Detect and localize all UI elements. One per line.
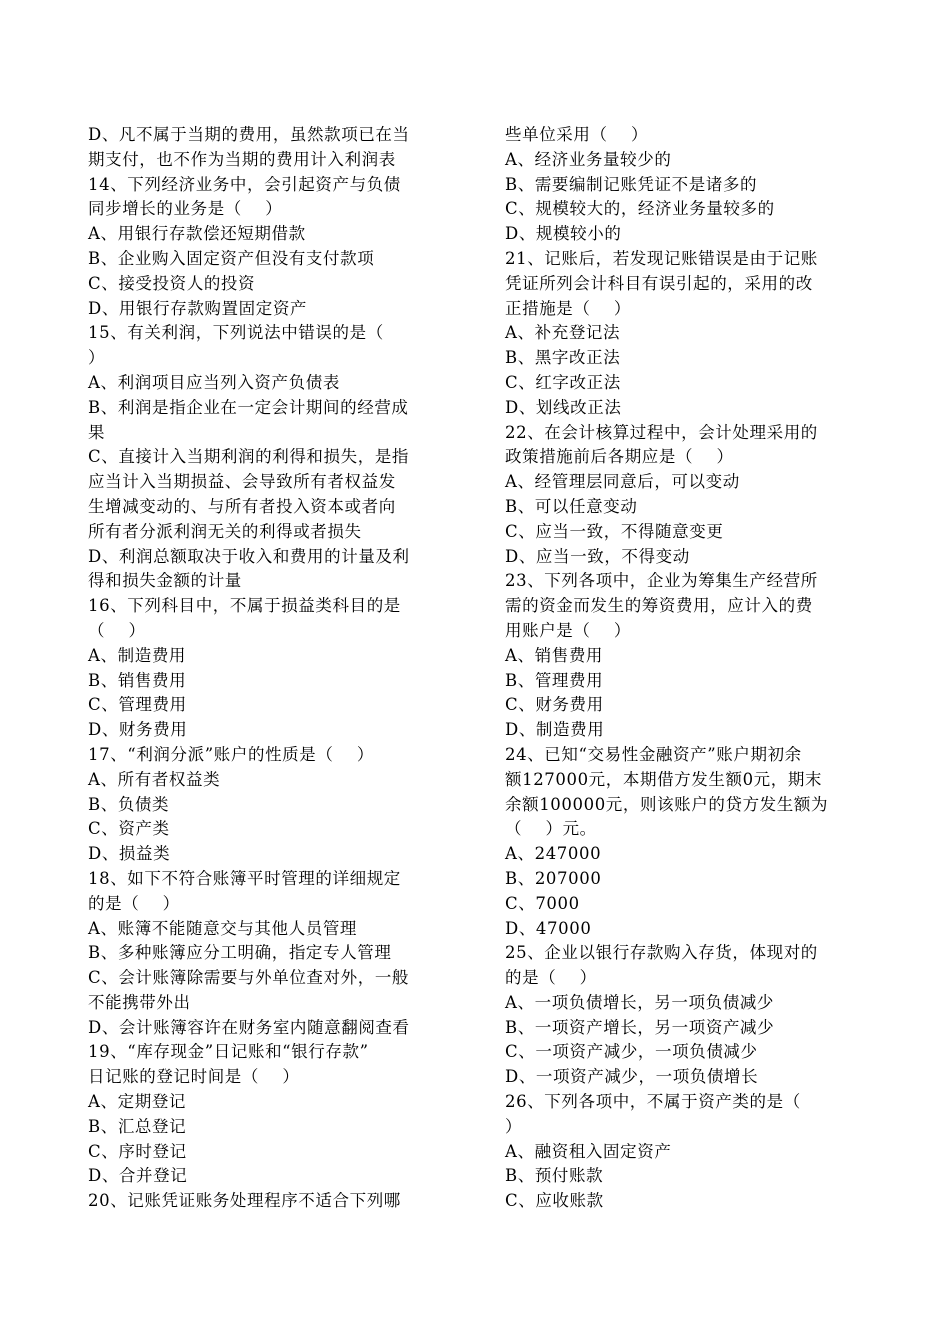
text-line: C、直接计入当期利润的利得和损失，是指 [88, 447, 410, 467]
text-line: D、利润总额取决于收入和费用的计量及利 [88, 546, 410, 566]
text-line: B、企业购入固定资产但没有支付款项 [88, 248, 375, 268]
text-line: D、用银行存款购置固定资产 [88, 298, 308, 318]
text-line: B、可以任意变动 [505, 496, 638, 516]
text-line: D、制造费用 [505, 720, 605, 740]
text-line: C、应收账款 [505, 1191, 604, 1211]
text-line: B、负债类 [88, 794, 170, 814]
text-line: B、需要编制记账凭证不是诸多的 [505, 174, 758, 194]
text-line: 额127000元，本期借方发生额0元，期末 [505, 769, 823, 789]
text-line: D、会计账簿容许在财务室内随意翻阅查看 [88, 1017, 410, 1037]
text-line: D、47000 [505, 918, 592, 938]
text-line: B、预付账款 [505, 1166, 604, 1186]
text-line: C、接受投资人的投资 [88, 273, 256, 293]
text-line: A、247000 [505, 844, 602, 864]
text-line: 些单位采用（ ） [505, 125, 649, 144]
text-line: D、规模较小的 [505, 224, 622, 244]
text-line: A、经管理层同意后，可以变动 [505, 472, 740, 492]
right-column [505, 123, 867, 1214]
text-line: 18、如下不符合账簿平时管理的详细规定 [88, 868, 401, 888]
text-line: A、融资租入固定资产 [505, 1141, 672, 1161]
text-line: B、利润是指企业在一定会计期间的经营成 [88, 397, 409, 417]
text-line: C、资产类 [88, 819, 170, 839]
text-line: 22、在会计核算过程中，会计处理采用的 [505, 422, 818, 442]
text-line: B、管理费用 [505, 670, 604, 690]
text-line: 19、“库存现金”日记账和“银行存款” [88, 1042, 369, 1062]
text-line: A、定期登记 [88, 1092, 187, 1112]
text-line: C、7000 [505, 893, 580, 913]
text-line: D、划线改正法 [505, 397, 622, 417]
text-line: 得和损失金额的计量 [88, 571, 242, 591]
text-line: D、损益类 [88, 844, 171, 864]
text-line: 用账户是（ ） [505, 620, 631, 640]
text-line: B、多种账簿应分工明确，指定专人管理 [88, 943, 392, 963]
text-line: 余额100000元，则该账户的贷方发生额为 [505, 794, 829, 814]
text-line: D、应当一致，不得变动 [505, 546, 690, 566]
text-line: C、会计账簿除需要与外单位查对外，一般 [88, 968, 410, 988]
text-line: 的是（ ） [88, 893, 180, 913]
text-line: A、所有者权益类 [88, 769, 221, 789]
text-line: A、用银行存款偿还短期借款 [88, 224, 306, 244]
text-line: A、一项负债增长，另一项负债减少 [505, 992, 775, 1012]
left-column [88, 123, 450, 1214]
text-line: 25、企业以银行存款购入存货，体现对的 [505, 943, 818, 963]
text-line: 17、“利润分派”账户的性质是（ ） [88, 744, 374, 764]
text-line: A、补充登记法 [505, 323, 621, 343]
text-line: 23、下列各项中，企业为筹集生产经营所 [505, 571, 818, 591]
text-line: 期支付，也不作为当期的费用计入利润表 [88, 149, 396, 169]
text-line: 24、已知“交易性金融资产”账户期初余 [505, 744, 802, 764]
text-line: 生增减变动的、与所有者投入资本或者向 [88, 496, 396, 516]
text-line: A、制造费用 [88, 645, 187, 665]
text-line: C、应当一致，不得随意变更 [505, 521, 724, 541]
text-line: （ ）元。 [505, 819, 597, 839]
text-line: ） [88, 348, 106, 368]
text-line: A、销售费用 [505, 645, 604, 665]
text-line: B、销售费用 [88, 670, 187, 690]
text-line: 15、有关利润，下列说法中错误的是（ [88, 323, 384, 343]
text-line: 14、下列经济业务中，会引起资产与负债 [88, 174, 401, 194]
text-line: C、一项资产减少，一项负债减少 [505, 1042, 758, 1062]
text-line: A、账簿不能随意交与其他人员管理 [88, 918, 358, 938]
text-line: 正措施是（ ） [505, 298, 631, 318]
text-line: 应当计入当期损益、会导致所有者权益发 [88, 472, 396, 492]
text-line: D、财务费用 [88, 720, 188, 740]
text-line: 26、下列各项中，不属于资产类的是（ [505, 1092, 801, 1112]
text-line: ） [505, 1116, 523, 1136]
text-line: A、经济业务量较少的 [505, 149, 672, 169]
text-line: B、一项资产增长，另一项资产减少 [505, 1017, 775, 1037]
text-line: 政策措施前后各期应是（ ） [505, 447, 734, 467]
text-line: 所有者分派利润无关的利得或者损失 [88, 521, 362, 541]
text-line: D、合并登记 [88, 1166, 188, 1186]
text-line: 的是（ ） [505, 968, 597, 988]
text-line: 20、记账凭证账务处理程序不适合下列哪 [88, 1191, 401, 1211]
text-line: C、管理费用 [88, 695, 187, 715]
text-line: 同步增长的业务是（ ） [88, 199, 283, 219]
text-line: C、财务费用 [505, 695, 604, 715]
text-line: 需的资金而发生的筹资费用，应计入的费 [505, 596, 813, 616]
text-line: 21、记账后，若发现记账错误是由于记账 [505, 248, 818, 268]
text-line: 不能携带外出 [88, 992, 191, 1012]
text-line: 果 [88, 422, 106, 442]
text-line: C、序时登记 [88, 1141, 187, 1161]
text-line: D、一项资产减少，一项负债增长 [505, 1067, 759, 1087]
text-line: 凭证所列会计科目有误引起的，采用的改 [505, 273, 813, 293]
text-line: B、207000 [505, 868, 602, 888]
text-line: 16、下列科目中，不属于损益类科目的是 [88, 596, 401, 616]
text-line: B、黑字改正法 [505, 348, 621, 368]
text-line: A、利润项目应当列入资产负债表 [88, 372, 340, 392]
text-line: （ ） [88, 620, 146, 640]
text-line: B、汇总登记 [88, 1116, 187, 1136]
text-line: D、凡不属于当期的费用，虽然款项已在当 [88, 125, 410, 144]
text-line: 日记账的登记时间是（ ） [88, 1067, 300, 1087]
text-line: C、规模较大的，经济业务量较多的 [505, 199, 775, 219]
text-line: C、红字改正法 [505, 372, 621, 392]
